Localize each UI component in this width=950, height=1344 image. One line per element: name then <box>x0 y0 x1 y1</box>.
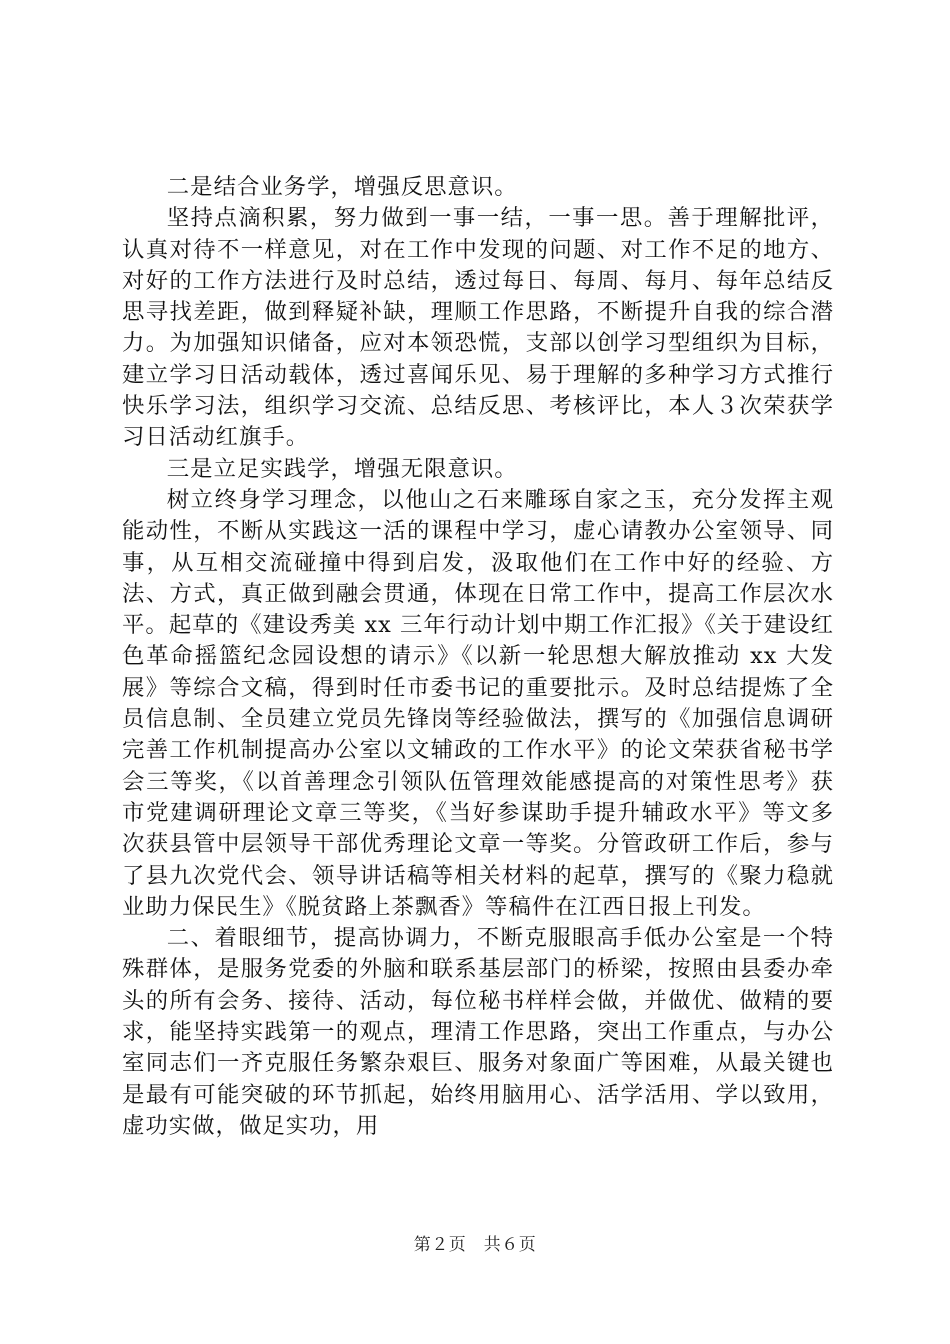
paragraph-coordination-body: 二、着眼细节，提高协调力，不断克服眼高手低办公室是一个特殊群体，是服务党委的外脑和联系基层部门的桥梁，按照由县委办牵头的所有会务、接待、活动，每位秘书样样会做，并做优、做精的要求，能坚持实践第一的观点，理清工作思路，突出工作重点，与办公室同志们一齐克服任务繁杂艰巨、服务对象面广等困难，从最关键也是最有可能突破的环节抓起，始终用脑用心、活学活用、学以致用，虚功实做，做足实功，用 <box>122 925 834 1139</box>
paragraph-subheading-practice: 三是立足实践学，增强无限意识。 <box>166 455 518 482</box>
page-footer: 第２页 共６页 <box>413 1235 537 1255</box>
document-body <box>122 172 834 1142</box>
paragraph-subheading-reflection: 二是结合业务学，增强反思意识。 <box>166 174 518 200</box>
paragraph-reflection-body: 坚持点滴积累，努力做到一事一结，一事一思。善于理解批评，认真对待不一样意见，对在工作中发现的问题、对工作不足的地方、对好的工作方法进行及时总结，透过每日、每周、每月、每年总结反思寻找差距，做到释疑补缺，理顺工作思路，不断提升自我的综合潜力。为加强知识储备，应对本领恐慌，支部以创学习型组织为目标，建立学习日活动载体，透过喜闻乐见、易于理解的多种学习方式推行快乐学习法，组织学习交流、总结反思、考核评比，本人３次荣获学习日活动红旗手。 <box>122 205 834 451</box>
paragraph-practice-body: 树立终身学习理念，以他山之石来雕琢自家之玉，充分发挥主观能动性，不断从实践这一活的课程中学习，虚心请教办公室领导、同事，从互相交流碰撞中得到启发，汲取他们在工作中好的经验、方法、方式，真正做到融会贯通，体现在日常工作中，提高工作层次水平。起草的《建设秀美 xx 三年行动计划中期工作汇报》《关于建设红色革命摇篮纪念园设想的请示》《以新一轮思想大解放推动 xx 大发展》等综合文稿，得到时任市委书记的重要批示。及时总结提炼了全员信息制、全员建立党员先锋岗等经验做法，撰写的《加强信息调研完善工作机制提高办公室以文辅政的工作水平》的论文荣获省秘书学会三等奖，《以首善理念引领队伍管理效能感提高的对策性思考》获市党建调研理论文章三等奖，《当好参谋助手提升辅政水平》等文多次获县管中层领导干部优秀理论文章一等奖。分管政研工作后，参与了县九次党代会、领导讲话稿等相关材料的起草，撰写的《聚力稳就业助力保民生》《脱贫路上茶飘香》等稿件在江西日报上刊发。 <box>122 486 834 920</box>
